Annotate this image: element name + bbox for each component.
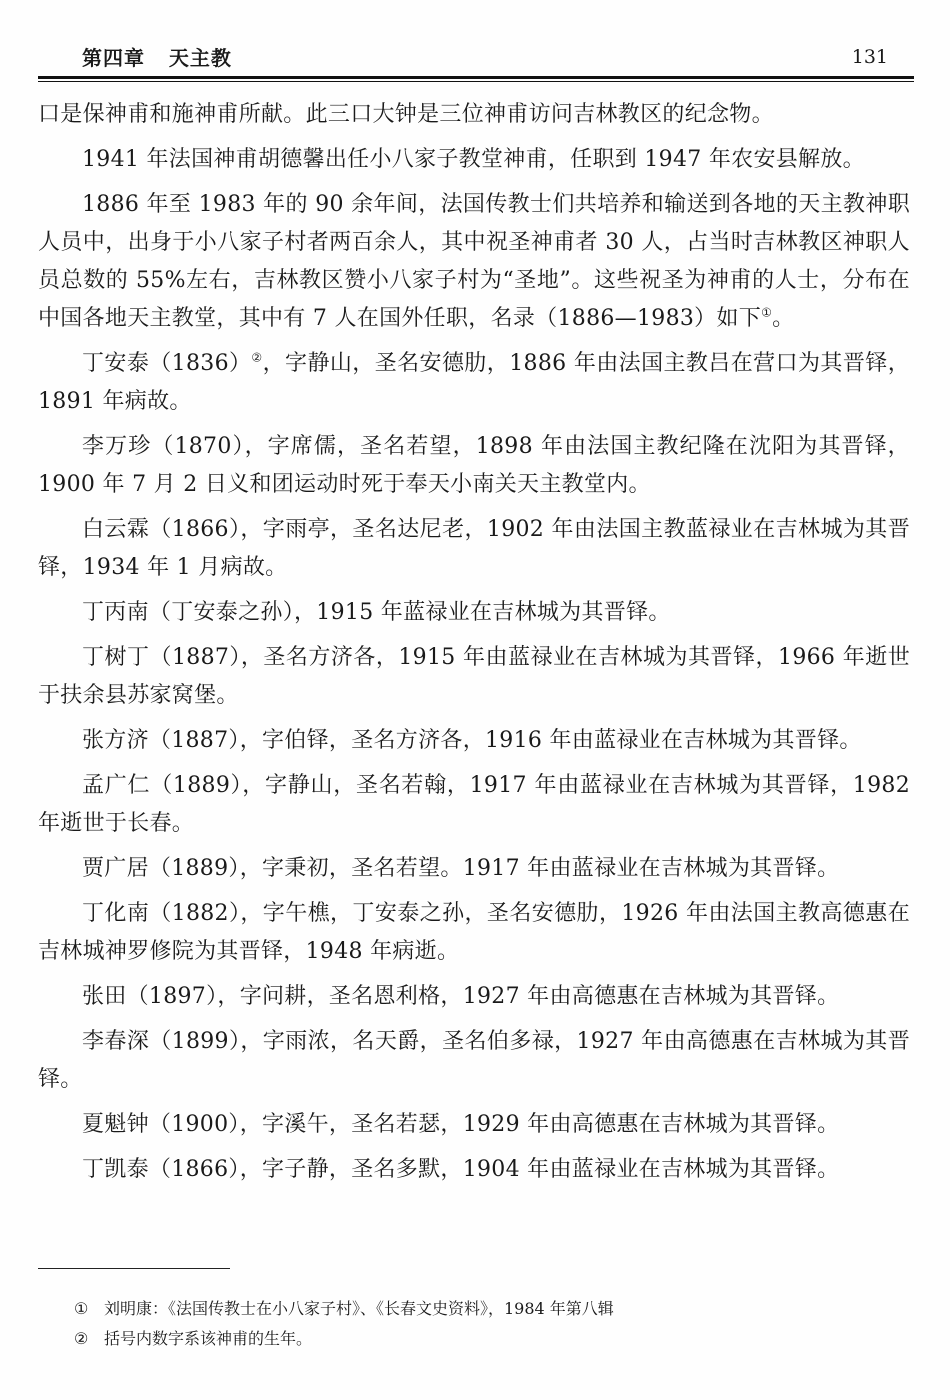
paragraph: 夏魁钟（1900），字溪午，圣名若瑟，1929 年由高德惠在吉林城为其晋铎。 xyxy=(82,1112,840,1137)
header-rule-thick xyxy=(38,76,914,79)
priest-name: 丁安泰 xyxy=(82,351,150,376)
footnote-rule xyxy=(38,1268,230,1269)
paragraph: 李春深（1899），字雨浓，名天爵，圣名伯多禄，1927 年由高德惠在吉林城为其晋铎。 xyxy=(38,1029,910,1092)
footnote-ref: ② xyxy=(251,350,263,365)
paragraph: 丁凯泰（1866），字子静，圣名多默，1904 年由蓝禄业在吉林城为其晋铎。 xyxy=(82,1157,840,1182)
running-header xyxy=(38,40,914,74)
footnote-text: 刘明康：《法国传教士在小八家子村》、《长春文史资料》，1984 年第八辑 xyxy=(104,1299,614,1318)
footnote-mark: ① xyxy=(74,1299,89,1318)
footnote-ref: ① xyxy=(761,305,773,320)
paragraph: 口是保神甫和施神甫所献。此三口大钟是三位神甫访问吉林教区的纪念物。 xyxy=(38,102,774,127)
footnote-mark: ② xyxy=(74,1329,89,1348)
page-number: 131 xyxy=(851,46,888,68)
paragraph-text: 。 xyxy=(772,306,795,331)
body-text xyxy=(38,96,910,1196)
footnote xyxy=(74,1324,904,1354)
paragraph: 贾广居（1889），字秉初，圣名若望。1917 年由蓝禄业在吉林城为其晋铎。 xyxy=(82,856,840,881)
paragraph: 1941 年法国神甫胡德馨出任小八家子教堂神甫，任职到 1947 年农安县解放。 xyxy=(82,147,865,172)
paragraph: 丁化南（1882），字午樵，丁安泰之孙，圣名安德肋，1926 年由法国主教高德惠在吉林城神罗修院为其晋铎，1948 年病逝。 xyxy=(38,901,910,964)
footnote-text: 括号内数字系该神甫的生年。 xyxy=(104,1329,313,1348)
paragraph: 张田（1897），字问耕，圣名恩利格，1927 年由高德惠在吉林城为其晋铎。 xyxy=(82,984,840,1009)
paragraph: 丁丙南（丁安泰之孙），1915 年蓝禄业在吉林城为其晋铎。 xyxy=(82,600,671,625)
paragraph-text: ，字静山，圣名安德肋，1886 年由法国主教吕在营口为其晋铎，1891 年病故。 xyxy=(38,351,910,414)
paragraph xyxy=(38,345,910,421)
paragraph: 孟广仁（1889），字静山，圣名若翰，1917 年由蓝禄业在吉林城为其晋铎，1982 年逝世于长春。 xyxy=(38,773,910,836)
paragraph: 丁树丁（1887），圣名方济各，1915 年由蓝禄业在吉林城为其晋铎，1966 年逝世于扶余县苏家窝堡。 xyxy=(38,645,910,708)
paragraph xyxy=(38,186,910,338)
paragraph-text: 1886 年至 1983 年的 90 余年间，法国传教士们共培养和输送到各地的天主教神职人员中，出身于小八家子村者两百余人，其中祝圣神甫者 30 人，占当时吉林教区神职人员总数的 55%左右，吉林教区赞小八家子村为“圣地”。这些祝圣为神甫的人士，分布在中国各地天主教堂，其中有 7 人在国外任职，名录（1886—1983）如下 xyxy=(38,192,910,331)
paragraph: 白云霖（1866），字雨亭，圣名达尼老，1902 年由法国主教蓝禄业在吉林城为其晋铎，1934 年 1 月病故。 xyxy=(38,517,910,580)
chapter-title: 第四章 天主教 xyxy=(82,46,232,70)
header-rule-thin xyxy=(38,81,914,82)
paragraph: 李万珍（1870），字席儒，圣名若望，1898 年由法国主教纪隆在沈阳为其晋铎，1900 年 7 月 2 日义和团运动时死于奉天小南关天主教堂内。 xyxy=(38,434,910,497)
footnote xyxy=(74,1294,904,1324)
footnotes xyxy=(74,1294,904,1354)
paragraph: 张方济（1887），字伯铎，圣名方济各，1916 年由蓝禄业在吉林城为其晋铎。 xyxy=(82,728,862,753)
paragraph-text: （1836） xyxy=(149,351,252,376)
